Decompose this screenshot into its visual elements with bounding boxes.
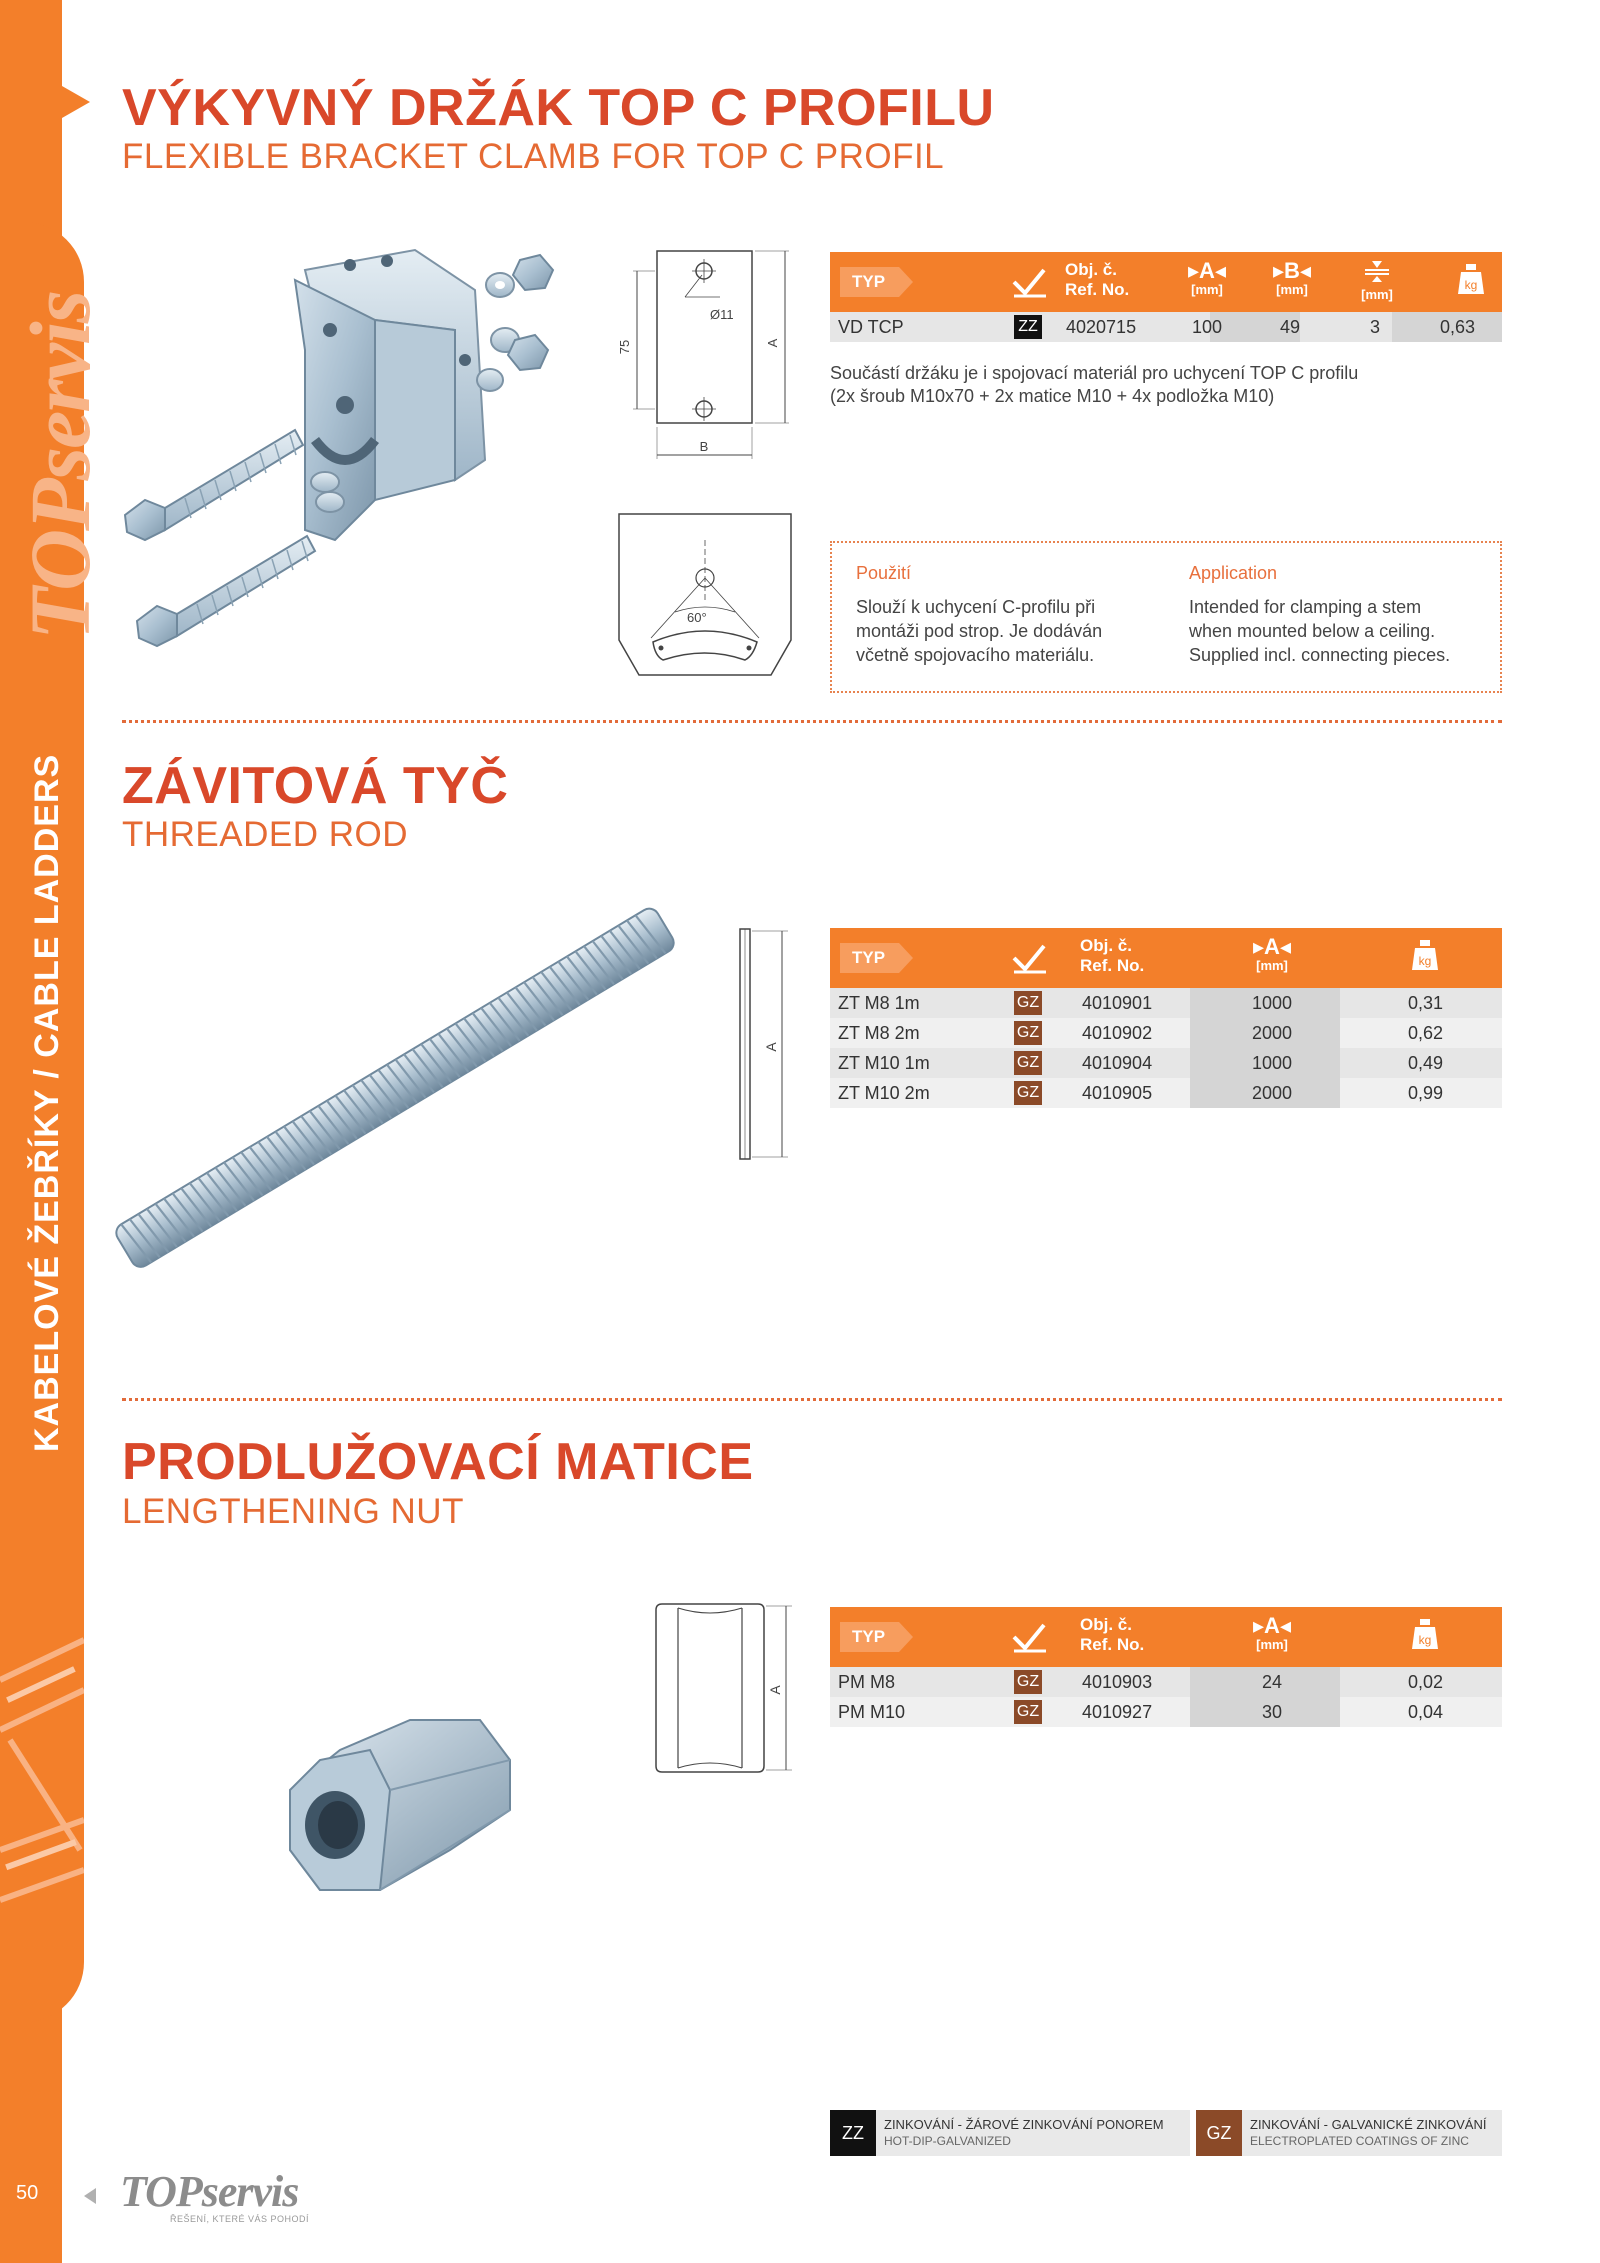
cell-kg: 0,63: [1440, 317, 1476, 337]
cell-a: 100: [1192, 317, 1223, 337]
header-ref: Ref. No.: [1080, 1635, 1145, 1654]
legend-zz-code: ZZ: [830, 2110, 876, 2156]
header-ref: Ref. No.: [1080, 956, 1145, 975]
bracket-note: [830, 362, 1358, 408]
legend-gz-code: GZ: [1196, 2110, 1242, 2156]
typ-badge: TYP: [840, 943, 899, 973]
typ-badge: TYP: [840, 1622, 899, 1652]
table-header: TYP Obj. č. Ref. No. ▸A◂ [mm] kg: [830, 1607, 1502, 1667]
section1-title: VÝKYVNÝ DRŽÁK TOP C PROFILU: [122, 79, 995, 137]
header-obj: Obj. č.: [1065, 260, 1117, 279]
usage-text-en: Intended for clamping a stem when mounted below a ceiling. Supplied incl. connecting pieces.: [1189, 597, 1451, 665]
header-obj: Obj. č.: [1080, 936, 1132, 955]
table-row: ZT M10 2m GZ 4010905 2000 0,99: [830, 1078, 1502, 1108]
note-line: (2x šroub M10x70 + 2x matice M10 + 4x podložka M10): [830, 386, 1275, 406]
section3-title: PRODLUŽOVACÍ MATICE: [122, 1433, 754, 1491]
weight-icon-label: kg: [1418, 1633, 1432, 1647]
header-ref: Ref. No.: [1065, 280, 1130, 299]
page-number: 50: [16, 2182, 39, 2204]
divider: [122, 1398, 1502, 1401]
table-body: [830, 988, 1502, 1108]
angle-label: 60°: [687, 610, 707, 625]
finish-badge: GZ: [1014, 1081, 1042, 1105]
table-row: PM M10 GZ 4010927 30 0,04: [830, 1697, 1502, 1727]
note-line: Součástí držáku je i spojovací materiál pro uchycení TOP C profilu: [830, 363, 1359, 383]
section3-subtitle: LENGTHENING NUT: [122, 1492, 464, 1531]
table-lengthening-nut: [830, 1607, 1502, 1727]
table-header: TYP Obj. č. Ref. No. ▸A◂ [mm] kg: [830, 928, 1502, 988]
threaded-rod-drawing: [730, 925, 800, 1165]
dim-b-label: B: [699, 439, 709, 454]
divider: [122, 720, 1502, 723]
side-logo: TOPservis: [12, 291, 108, 640]
table-row: ZT M8 1m GZ 4010901 1000 0,31: [830, 988, 1502, 1018]
hole-diameter-label: Ø11: [710, 307, 734, 322]
legend-gz: [1196, 2110, 1502, 2156]
lengthening-nut-image: [280, 1700, 520, 1910]
header-unit-b: [mm]: [1276, 282, 1308, 297]
cell-type: VD TCP: [838, 317, 904, 337]
weight-icon: [1412, 1619, 1438, 1649]
lengthening-nut-drawing: [650, 1600, 800, 1780]
weight-icon-label: kg: [1418, 954, 1432, 968]
table-body: [830, 1667, 1502, 1727]
finish-badge: GZ: [1014, 991, 1042, 1015]
cell-b: 49: [1280, 317, 1301, 337]
usage-box: [830, 541, 1502, 693]
legend-gz-cz: ZINKOVÁNÍ - GALVANICKÉ ZINKOVÁNÍ: [1250, 2117, 1487, 2132]
legend-zz-cz: ZINKOVÁNÍ - ŽÁROVÉ ZINKOVÁNÍ PONOREM: [884, 2117, 1164, 2132]
side-category-label: KABELOVÉ ŽEBŘÍKY / CABLE LADDERS: [28, 753, 66, 1452]
table-body: [830, 312, 1502, 342]
table-row: ZT M10 1m GZ 4010904 1000 0,49: [830, 1048, 1502, 1078]
finish-badge: GZ: [1014, 1021, 1042, 1045]
finish-badge: GZ: [1014, 1700, 1042, 1724]
legend-zz-en: HOT-DIP-GALVANIZED: [884, 2134, 1011, 2148]
cable-ladder-illustration: [0, 1620, 84, 1940]
table-bracket: [830, 252, 1502, 342]
bracket-drawing-side: [615, 510, 795, 680]
table-row: [830, 312, 1502, 342]
bracket-product-image: [125, 240, 625, 640]
header-unit-a: [mm]: [1256, 958, 1288, 973]
weight-icon-label: kg: [1464, 278, 1478, 292]
legend-zz: [830, 2110, 1190, 2156]
header-col-b: B: [1284, 258, 1300, 283]
thickness-icon: [1363, 260, 1391, 282]
check-icon: [1012, 1621, 1046, 1653]
rod-dim-a-label: A: [763, 1042, 779, 1052]
finish-badge: GZ: [1014, 1670, 1042, 1694]
table-row: ZT M8 2m GZ 4010902 2000 0,62: [830, 1018, 1502, 1048]
header-unit-a: [mm]: [1256, 1637, 1288, 1652]
finish-badge: ZZ: [1014, 315, 1042, 339]
cell-t: 3: [1370, 317, 1381, 337]
table-threaded-rod: [830, 928, 1502, 1108]
header-col-a: A: [1264, 1613, 1280, 1638]
section2-title: ZÁVITOVÁ TYČ: [122, 757, 509, 815]
header-col-a: A: [1264, 934, 1280, 959]
dim-a-label: A: [765, 338, 780, 348]
weight-icon: [1458, 264, 1484, 294]
header-unit-t: [mm]: [1361, 287, 1393, 302]
nut-dim-a-label: A: [767, 1685, 783, 1695]
section1-subtitle: FLEXIBLE BRACKET CLAMB FOR TOP C PROFIL: [122, 137, 945, 176]
finish-badge: GZ: [1014, 1051, 1042, 1075]
section2-subtitle: THREADED ROD: [122, 815, 409, 854]
header-unit-a: [mm]: [1191, 282, 1223, 297]
usage-heading-cz: Použití: [856, 563, 912, 583]
header-obj: Obj. č.: [1080, 1615, 1132, 1634]
dim-75-label: 75: [617, 339, 632, 355]
threaded-rod-image: [115, 920, 715, 1300]
footer-arrow-icon: [84, 2188, 96, 2204]
table-row: PM M8 GZ 4010903 24 0,02: [830, 1667, 1502, 1697]
usage-text-cz: Slouží k uchycení C-profilu při montáži pod strop. Je dodáván včetně spojovacího materiálu.: [856, 597, 1103, 665]
footer-logo: TOPservis: [120, 2167, 299, 2216]
cell-ref: 4020715: [1066, 317, 1137, 337]
typ-badge: TYP: [840, 267, 899, 297]
check-icon: [1012, 942, 1046, 974]
bracket-drawing-front: [615, 245, 805, 465]
footer-tagline: ŘEŠENÍ, KTERÉ VÁS POHODÍ: [170, 2214, 310, 2224]
side-notch: [62, 86, 90, 118]
weight-icon: [1412, 940, 1438, 970]
check-icon: [1012, 266, 1046, 298]
usage-heading-en: Application: [1189, 563, 1278, 583]
header-col-a: A: [1199, 258, 1215, 283]
table-header: TYP Obj. č. Ref. No. ▸A◂ [mm] ▸B◂ [mm] [mm] kg: [830, 252, 1502, 312]
legend-gz-en: ELECTROPLATED COATINGS OF ZINC: [1250, 2134, 1469, 2148]
